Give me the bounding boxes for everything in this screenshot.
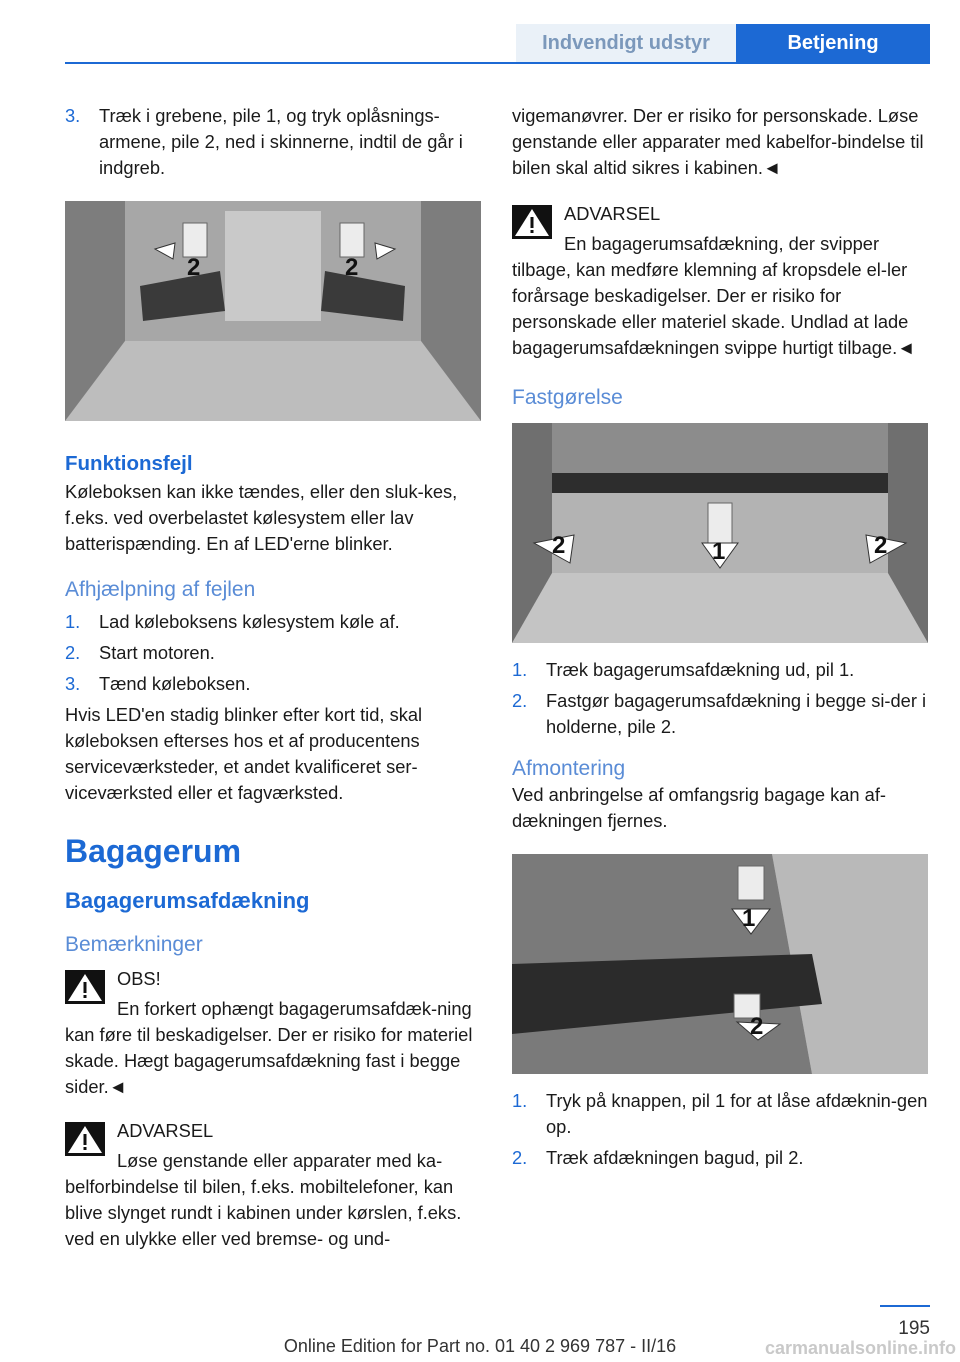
edition-text: Online Edition for Part no. 01 40 2 969 787 - II/16 bbox=[283, 1336, 677, 1356]
list-item bbox=[65, 671, 483, 697]
step-number: 1. bbox=[65, 611, 81, 632]
notice-label: ADVARSEL bbox=[564, 203, 661, 224]
step-number: 2. bbox=[512, 690, 528, 711]
afmontering-section bbox=[512, 756, 930, 834]
page-number: 195 bbox=[898, 1318, 930, 1339]
watermark: carmanualsonline.info bbox=[765, 1338, 957, 1358]
left-column bbox=[65, 103, 483, 1252]
afhjaelpning-section bbox=[65, 577, 483, 806]
step-number: 1. bbox=[512, 1090, 528, 1111]
notice-label: ADVARSEL bbox=[117, 1120, 214, 1141]
header-tab-betjening[interactable]: Betjening bbox=[736, 24, 930, 62]
paragraph: Ved anbringelse af omfangsrig bagage kan af-dækningen fjernes. bbox=[512, 784, 887, 831]
trunk-rails-illustration bbox=[65, 201, 481, 421]
section-heading: Bemærkninger bbox=[65, 933, 203, 956]
step-number: 2. bbox=[65, 642, 81, 663]
section-heading: Afmontering bbox=[512, 757, 626, 780]
step-text: Træk bagagerumsafdækning ud, pil 1. bbox=[546, 659, 855, 680]
list-item bbox=[512, 1088, 930, 1140]
chapter-heading: Bagagerum bbox=[65, 833, 242, 869]
step-text: Fastgør bagagerumsafdækning i begge si-der i holderne, pile 2. bbox=[546, 690, 927, 737]
list-item bbox=[512, 1145, 930, 1171]
list-item bbox=[512, 657, 930, 683]
step-number: 3. bbox=[65, 105, 81, 126]
bagagerum-section bbox=[65, 833, 483, 958]
paragraph: vigemanøvrer. Der er risiko for personskade. Løse genstande eller apparater med kabelfor-bindelse til bilen skal altid sikres i kabinen.◄ bbox=[512, 105, 924, 178]
step-text: Træk i grebene, pile 1, og tryk oplåsnings-armene, pile 2, ned i skinnerne, indtil de går i indgreb. bbox=[99, 105, 463, 178]
notice-text: Løse genstande eller apparater med ka-belforbindelse til bilen, f.eks. mobiltelefoner, kan blive slynget rundt i kabinen under kørslen, f.eks. ved en ulykke eller ved bremse- og und- bbox=[65, 1150, 462, 1249]
step-number: 1. bbox=[512, 659, 528, 680]
section-heading: Bagagerumsafdækning bbox=[65, 888, 310, 913]
step-text: Tænd køleboksen. bbox=[99, 673, 251, 694]
arrow-label: 2 bbox=[345, 254, 359, 281]
arrow-label: 1 bbox=[742, 905, 756, 932]
cover-attach-illustration bbox=[512, 423, 928, 643]
arrow-label: 2 bbox=[187, 254, 201, 281]
paragraph: Køleboksen kan ikke tændes, eller den sluk-kes, f.eks. ved overbelastet kølesystem eller lav batterispænding. En af LED'erne blinker. bbox=[65, 481, 458, 554]
step-number: 2. bbox=[512, 1147, 528, 1168]
section-heading: Funktionsfejl bbox=[65, 452, 193, 475]
step-number: 3. bbox=[65, 673, 81, 694]
warning-triangle-icon bbox=[65, 1122, 105, 1156]
header-tab-indvendigt-udstyr[interactable]: Indvendigt udstyr bbox=[516, 24, 736, 62]
cover-attach-photo bbox=[512, 423, 928, 643]
funktionsfejl-section bbox=[65, 451, 483, 557]
arrow-label: 2 bbox=[874, 532, 888, 559]
list-item bbox=[512, 688, 930, 740]
advarsel-notice bbox=[512, 201, 930, 361]
arrow-label: 1 bbox=[712, 538, 726, 565]
list-item bbox=[65, 103, 483, 181]
list-item bbox=[65, 640, 483, 666]
section-heading: Afhjælpning af fejlen bbox=[65, 578, 256, 601]
cover-release-photo bbox=[512, 854, 928, 1074]
cover-release-illustration bbox=[512, 854, 928, 1074]
section-heading: Fastgørelse bbox=[512, 386, 623, 409]
header-rule bbox=[65, 62, 930, 64]
warning-triangle-icon bbox=[65, 970, 105, 1004]
advarsel-notice bbox=[65, 1118, 483, 1252]
step-text: Start motoren. bbox=[99, 642, 215, 663]
footer-rule bbox=[880, 1305, 930, 1307]
step-text: Træk afdækningen bagud, pil 2. bbox=[546, 1147, 804, 1168]
notice-text: En bagagerumsafdækning, der svipper tilbage, kan medføre klemning af kropsdele el-ler forårsage beskadigelser. Der er risiko for personskade eller materiel skade. Undlad at lade bagagerumsafdækningen svippe hurtigt tilbage.◄ bbox=[512, 233, 916, 358]
right-column bbox=[512, 103, 930, 1176]
step-text: Lad køleboksens kølesystem køle af. bbox=[99, 611, 400, 632]
list-item bbox=[65, 609, 483, 635]
arrow-label: 2 bbox=[552, 532, 566, 559]
notice-text: En forkert ophængt bagagerumsafdæk-ning kan føre til beskadigelser. Der er risiko for materiel skade. Hægt bagagerumsafdækning fast i begge sider.◄ bbox=[65, 998, 473, 1097]
step-text: Tryk på knappen, pil 1 for at låse afdæknin-gen op. bbox=[546, 1090, 928, 1137]
trunk-rails-photo bbox=[65, 201, 481, 421]
notice-label: OBS! bbox=[117, 968, 161, 989]
arrow-label: 2 bbox=[750, 1013, 764, 1040]
warning-triangle-icon bbox=[512, 205, 552, 239]
paragraph: Hvis LED'en stadig blinker efter kort tid, skal køleboksen efterses hos et af producentens serviceværksteder, et andet kvalificeret ser-viceværksted eller et fagværksted. bbox=[65, 704, 423, 803]
obs-notice bbox=[65, 966, 483, 1100]
